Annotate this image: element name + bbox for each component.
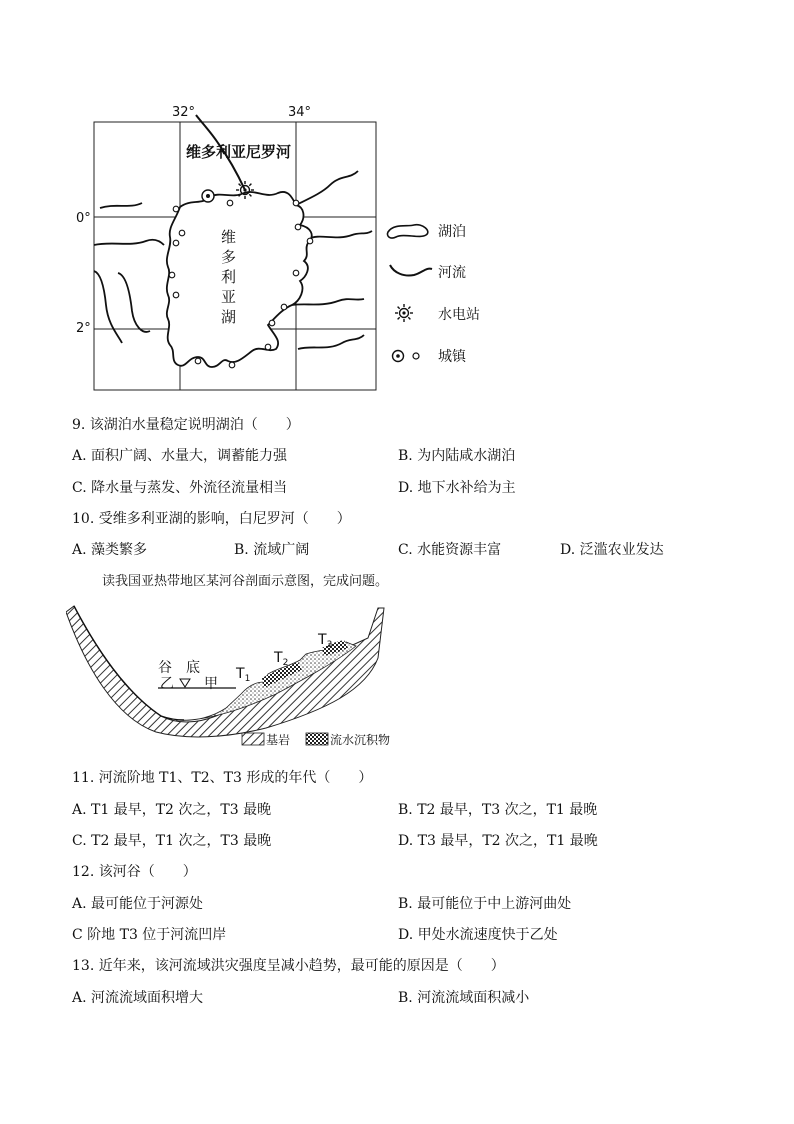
- lat-label-2: 2°: [76, 321, 91, 336]
- legend-hydropower-label: 水电站: [438, 307, 480, 323]
- hydropower-station-icon: [236, 181, 254, 199]
- legend-town-label: 城镇: [438, 349, 466, 365]
- question-9-option-a[interactable]: A. 面积广阔、水量大，调蓄能力强: [72, 448, 288, 464]
- question-12-stem: 12. 该河谷（ ）: [72, 864, 197, 880]
- lake-victoria-outline: [167, 192, 312, 367]
- hydropower-icon: [395, 304, 413, 322]
- terrace-t1-label: $T_1$: [236, 666, 251, 684]
- yi-label: 乙: [160, 676, 174, 692]
- bedrock-legend-icon: [242, 733, 264, 745]
- city-icon: [202, 190, 214, 202]
- lake-label-char-2: 多: [221, 248, 237, 266]
- river-label: 维多利亚尼罗河: [186, 143, 292, 161]
- question-11-stem: 11. 河流阶地 T1、T2、T3 形成的年代（ ）: [72, 770, 373, 786]
- question-11-option-a[interactable]: A. T1 最早，T2 次之，T3 最晚: [72, 802, 272, 818]
- river-6: [308, 231, 372, 239]
- question-9-stem: 9. 该湖泊水量稳定说明湖泊（ ）: [72, 417, 300, 433]
- river-8: [298, 335, 364, 349]
- river-1: [100, 203, 142, 208]
- question-9-option-c[interactable]: C. 降水量与蒸发、外流径流量相当: [72, 480, 288, 496]
- river-4: [118, 273, 150, 332]
- question-12-option-c[interactable]: C 阶地 T3 位于河流凹岸: [72, 927, 227, 943]
- jia-label: 甲: [204, 676, 218, 692]
- question-12-option-b[interactable]: B. 最可能位于中上游河曲处: [398, 896, 572, 912]
- lake-label-char-1: 维: [221, 228, 237, 246]
- question-13-option-a[interactable]: A. 河流流域面积增大: [72, 990, 204, 1006]
- lat-label-0: 0°: [76, 211, 91, 226]
- victoria-lake-map: [60, 95, 500, 395]
- sediment-legend-icon: [306, 733, 328, 745]
- lon-label-34: 34°: [288, 105, 312, 120]
- valley-floor-label: 谷 底: [158, 660, 200, 676]
- bedrock-layer: [66, 606, 384, 737]
- question-10-option-c[interactable]: C. 水能资源丰富: [398, 542, 502, 558]
- legend-river-label: 河流: [438, 265, 466, 281]
- town-icon: [393, 351, 420, 362]
- question-10-option-b[interactable]: B. 流域广阔: [234, 542, 310, 558]
- lake-label-char-4: 亚: [221, 288, 237, 306]
- terrace-t2-label: $T_2$: [274, 650, 289, 668]
- river-3: [94, 271, 122, 343]
- question-10-option-d[interactable]: D. 泛滥农业发达: [560, 542, 664, 558]
- terrace-t3-label: $T_3$: [318, 632, 333, 650]
- question-11-option-c[interactable]: C. T2 最早，T1 次之，T3 最晚: [72, 833, 272, 849]
- river-2: [94, 240, 164, 245]
- question-13-stem: 13. 近年来，该河流域洪灾强度呈减小趋势，最可能的原因是（ ）: [72, 958, 505, 974]
- lake-icon: [387, 225, 427, 238]
- lake-label-char-3: 利: [221, 268, 237, 286]
- bedrock-legend-label: 基岩: [266, 733, 291, 747]
- legend-lake-label: 湖泊: [438, 224, 466, 240]
- river-5: [296, 171, 358, 205]
- river-7: [292, 299, 364, 305]
- question-11-option-d[interactable]: D. T3 最早，T2 次之，T1 最晚: [398, 833, 598, 849]
- question-9-option-d[interactable]: D. 地下水补给为主: [398, 480, 516, 496]
- water-level-marker: [180, 679, 190, 687]
- question-12-option-a[interactable]: A. 最可能位于河源处: [72, 896, 204, 912]
- river-valley-profile: [66, 598, 406, 750]
- question-10-option-a[interactable]: A. 藻类繁多: [72, 542, 148, 558]
- question-11-option-b[interactable]: B. T2 最早，T3 次之，T1 最晚: [398, 802, 598, 818]
- section-intro: 读我国亚热带地区某河谷剖面示意图，完成问题。: [102, 574, 389, 589]
- lon-label-32: 32°: [172, 105, 196, 120]
- river-icon: [390, 265, 432, 276]
- question-9-option-b[interactable]: B. 为内陆咸水湖泊: [398, 448, 516, 464]
- lake-label-char-5: 湖: [221, 308, 237, 326]
- question-10-stem: 10. 受维多利亚湖的影响，白尼罗河（ ）: [72, 511, 351, 527]
- question-12-option-d[interactable]: D. 甲处水流速度快于乙处: [398, 927, 558, 943]
- sediment-legend-label: 流水沉积物: [330, 733, 391, 747]
- question-13-option-b[interactable]: B. 河流流域面积减小: [398, 990, 530, 1006]
